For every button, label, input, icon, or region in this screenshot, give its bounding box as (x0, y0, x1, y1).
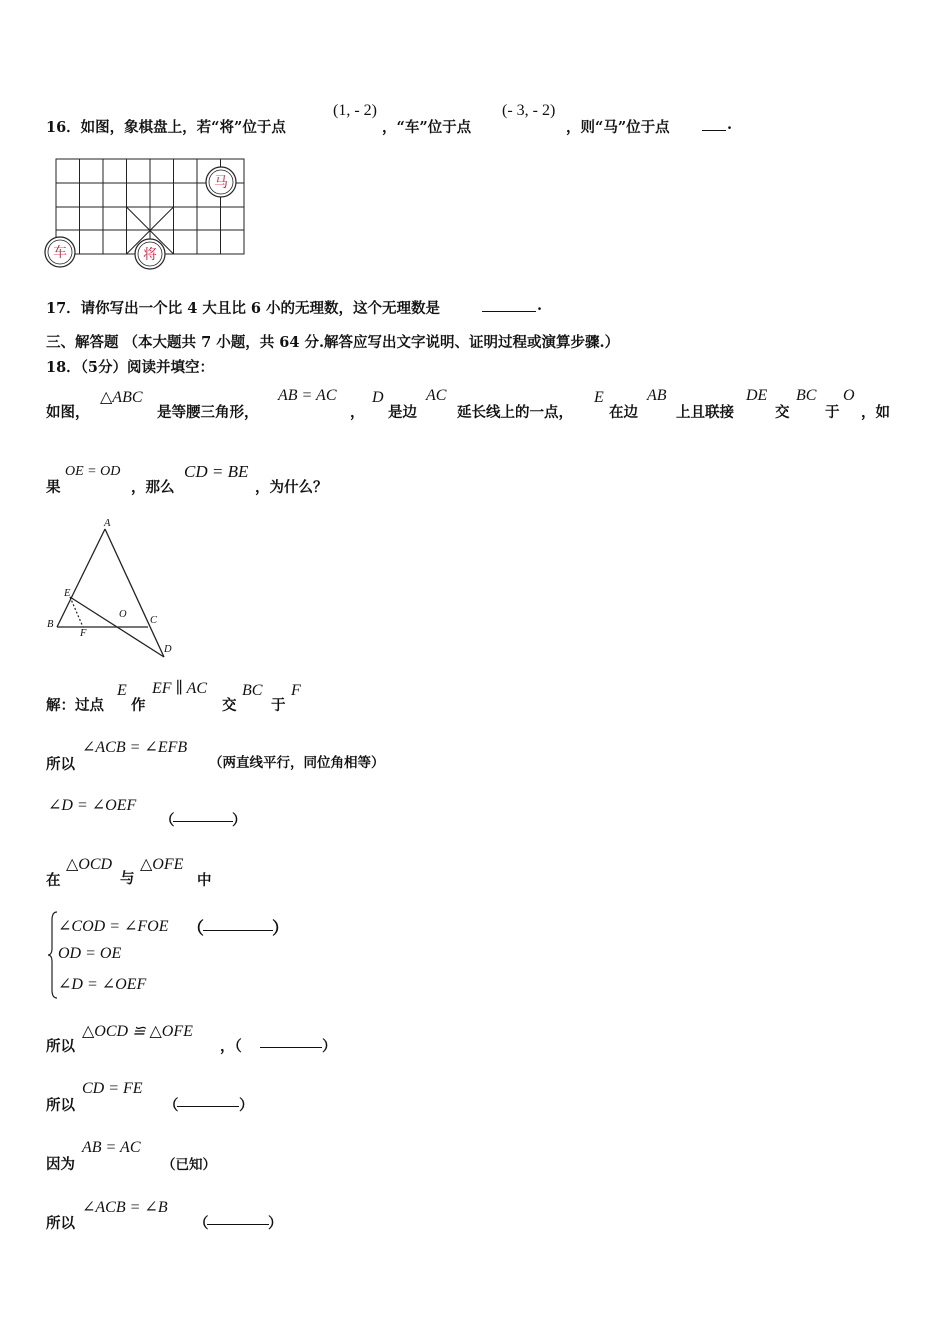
label-f: F (80, 628, 87, 639)
q18-text-p1a: 如图， (46, 404, 90, 421)
math-cd-eq-fe: CD = FE (82, 1080, 143, 1097)
step4-paren-open: ，（ (220, 1038, 242, 1055)
math-step2: ∠D = ∠OEF (48, 797, 137, 814)
math-e: E (594, 389, 604, 406)
q16-text-part1: 16．如图，象棋盘上，若“将”位于点 (46, 119, 286, 136)
q18-header: 18．（5分）阅读并填空： (46, 359, 215, 376)
math-congruent: △OCD ≌ △OFE (82, 1023, 193, 1040)
step1-reason: （两直线平行，同位角相等） (209, 755, 385, 771)
math-step1: ∠ACB = ∠EFB (82, 739, 188, 756)
q18-text-p1d: 是边 (388, 404, 417, 421)
q16-coord-che: (- 3, - 2) (502, 102, 556, 119)
system-line1-paren-close: ） (272, 919, 289, 939)
math-o: O (843, 387, 855, 404)
step3-text-a: 在 (46, 872, 61, 889)
math-cd-eq-be: CD = BE (184, 462, 249, 481)
label-o: O (119, 609, 127, 620)
label-e: E (64, 588, 71, 599)
step7-paren-close: ） (268, 1215, 283, 1232)
step7-paren-open: （ (194, 1215, 209, 1232)
math-step6: AB = AC (82, 1139, 141, 1156)
piece-che (45, 237, 75, 267)
q16-text-part2: ，“车”位于点 (382, 119, 472, 136)
solution-text-d: 于 (271, 697, 286, 714)
step2-paren-close: ） (232, 812, 247, 829)
q16-period: . (727, 116, 733, 133)
step4-prefix: 所以 (46, 1038, 75, 1055)
step6-prefix: 因为 (46, 1156, 75, 1173)
system-line1-paren-open: （ (187, 919, 204, 939)
label-c: C (150, 615, 158, 626)
chess-board-figure (40, 152, 255, 277)
piece-che-label: 车 (53, 246, 67, 261)
math-ef-parallel-ac: EF ∥ AC (152, 680, 208, 697)
step7-prefix: 所以 (46, 1215, 75, 1232)
math-ac: AC (426, 387, 447, 404)
math-system-line2: OD = OE (58, 945, 122, 962)
math-sol-bc: BC (242, 682, 263, 699)
math-bc: BC (796, 387, 817, 404)
step7-reason-blank[interactable] (207, 1212, 269, 1225)
q18-text-p1b: 是等腰三角形， (157, 404, 259, 421)
q18-text-p1c: ， (350, 404, 365, 421)
q18-text-p2b: ，那么 (131, 479, 175, 496)
q16-answer-blank[interactable] (702, 118, 726, 131)
math-triangle-abc: △ABC (100, 389, 143, 406)
system-line1-reason-blank[interactable] (203, 918, 273, 931)
section3-title: 三、解答题 （本大题共 7 小题，共 64 分.解答应写出文字说明、证明过程或演算步骤.） (46, 334, 620, 351)
solution-text-b: 作 (131, 697, 146, 714)
solution-text-c: 交 (222, 697, 237, 714)
q18-text-p2a: 果 (46, 479, 61, 496)
math-step7: ∠ACB = ∠B (82, 1199, 168, 1216)
math-system-line1: ∠COD = ∠FOE (58, 918, 169, 935)
q18-text-p1j: ，如 (861, 404, 890, 421)
math-ab-eq-ac: AB = AC (278, 387, 337, 404)
piece-ma (206, 167, 236, 197)
q18-text-p1f: 在边 (609, 404, 638, 421)
q18-text-p1e: 延长线上的一点， (457, 404, 573, 421)
math-sol-e: E (117, 682, 127, 699)
math-de: DE (746, 387, 768, 404)
q18-text-p1i: 于 (825, 404, 840, 421)
step4-paren-close: ） (322, 1038, 337, 1055)
step1-prefix: 所以 (46, 756, 75, 773)
label-a: A (104, 518, 111, 529)
piece-jiang-label: 将 (143, 248, 157, 263)
math-triangle-ocd: △OCD (66, 856, 113, 873)
q17-period: . (537, 297, 543, 314)
step3-text-b: 与 (120, 870, 135, 887)
step5-reason-blank[interactable] (177, 1094, 239, 1107)
math-triangle-ofe: △OFE (140, 856, 184, 873)
step2-paren-open: （ (160, 812, 175, 829)
q17-answer-blank[interactable] (482, 299, 536, 312)
q18-text-p1g: 上且联接 (676, 404, 734, 421)
piece-jiang (135, 239, 165, 269)
step2-reason-blank[interactable] (173, 809, 233, 822)
step5-prefix: 所以 (46, 1097, 75, 1114)
step5-paren-open: （ (164, 1097, 179, 1114)
label-b: B (47, 619, 54, 630)
math-ab: AB (647, 387, 667, 404)
q17-text: 17．请你写出一个比 4 大且比 6 小的无理数，这个无理数是 (46, 300, 441, 317)
q16-text-part3: ，则“马”位于点 (566, 119, 670, 136)
step3-text-c: 中 (197, 872, 212, 889)
solution-text-a: 解：过点 (46, 697, 104, 714)
math-system-line3: ∠D = ∠OEF (58, 976, 147, 993)
math-oe-eq-od: OE = OD (65, 464, 121, 479)
step4-reason-blank[interactable] (260, 1035, 322, 1048)
step6-reason: （已知） (162, 1157, 216, 1173)
triangle-figure (40, 510, 190, 660)
step5-paren-close: ） (239, 1097, 254, 1114)
label-d: D (164, 644, 172, 655)
math-sol-f: F (291, 682, 301, 699)
piece-ma-label: 马 (214, 176, 228, 191)
q18-text-p2c: ，为什么？ (255, 479, 328, 496)
q16-coord-jiang: (1, - 2) (333, 102, 377, 119)
q18-text-p1h: 交 (775, 404, 790, 421)
math-d: D (372, 389, 384, 406)
